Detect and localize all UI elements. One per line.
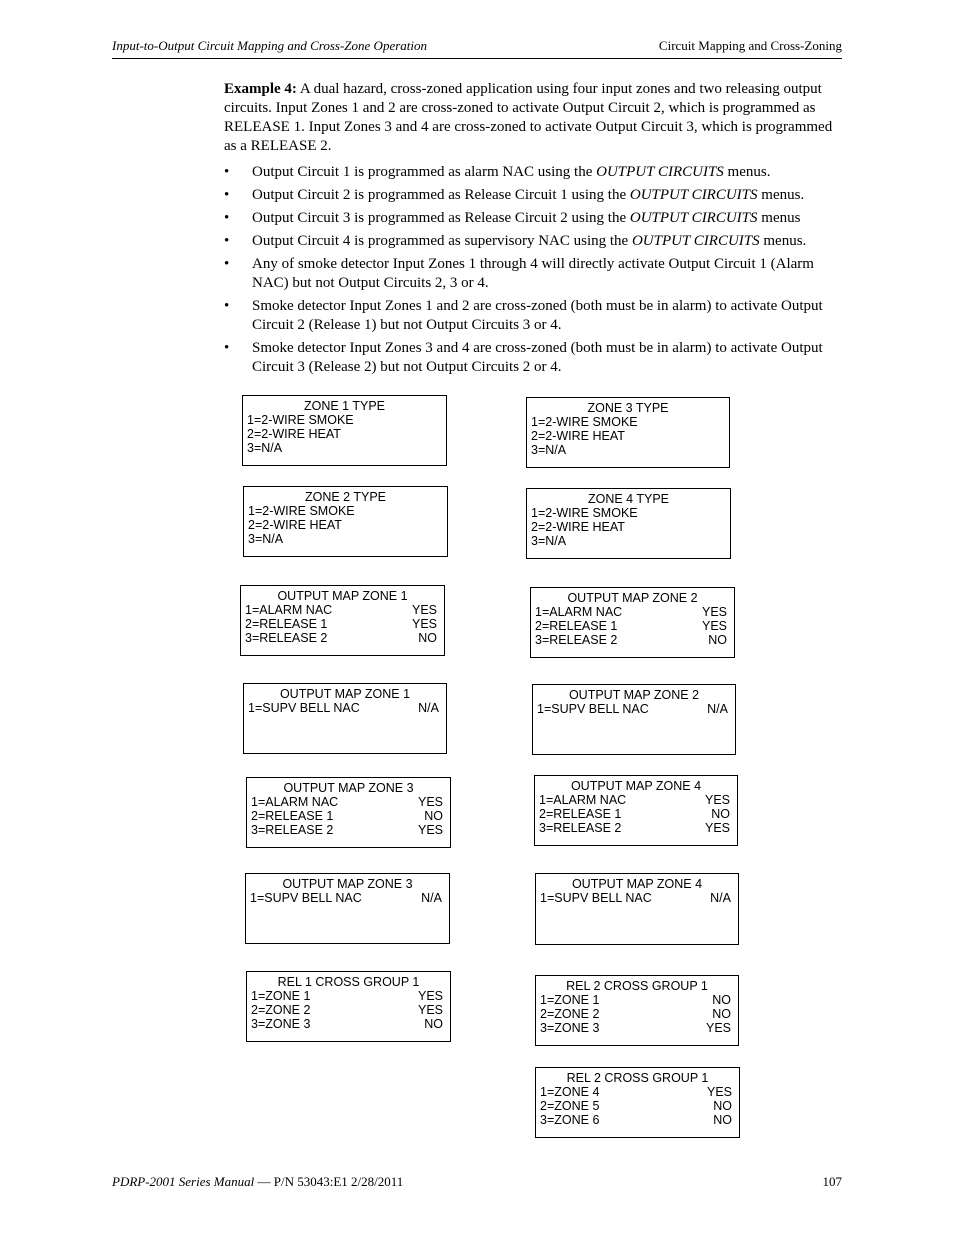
screen-row: 3=ZONE 3 NO xyxy=(251,1017,443,1031)
bullet-marker: • xyxy=(224,164,230,180)
screen-row: 1=ZONE 4 YES xyxy=(540,1085,732,1099)
screen-row: 1=SUPV BELL NAC N/A xyxy=(250,891,442,905)
screen-output-map-zone-1 xyxy=(240,585,445,656)
example-label: Example 4: xyxy=(224,81,297,97)
screen-title: OUTPUT MAP ZONE 2 xyxy=(568,688,700,702)
screen-output-map-zone-4 xyxy=(534,775,738,846)
screen-output-map-zone-3-supv xyxy=(245,873,450,944)
bullet-item: • Any of smoke detector Input Zones 1 through 4 will directly activate Output Circuit 1 (Alarm NAC) but not Output Circuits 2, 3 or 4. xyxy=(224,256,814,291)
screen-row: 1=2-WIRE SMOKE xyxy=(248,504,355,518)
screen-title: OUTPUT MAP ZONE 4 xyxy=(570,779,702,793)
running-header-left: Input-to-Output Circuit Mapping and Cross-Zone Operation xyxy=(112,38,428,53)
screen-row: 1=SUPV BELL NAC N/A xyxy=(540,891,731,905)
bullet-marker: • xyxy=(224,187,230,203)
footer-manual-info: PDRP-2001 Series Manual — P/N 53043:E1 2/28/2011 xyxy=(112,1174,404,1189)
example-paragraph xyxy=(224,80,842,156)
screen-title: OUTPUT MAP ZONE 2 xyxy=(567,591,698,605)
screen-row: 3=N/A xyxy=(531,443,567,457)
screen-title: REL 2 CROSS GROUP 1 xyxy=(566,979,708,993)
screen-row: 3=N/A xyxy=(248,532,284,546)
bullet-item: • Output Circuit 4 is programmed as supervisory NAC using the OUTPUT CIRCUITS menus. xyxy=(224,233,807,249)
screen-row: 1=SUPV BELL NAC N/A xyxy=(248,701,439,715)
header-rule xyxy=(112,58,842,59)
screen-rel-2-cross-group-1-a xyxy=(535,975,739,1046)
bullet-item: • Output Circuit 3 is programmed as Release Circuit 2 using the OUTPUT CIRCUITS menus xyxy=(224,210,801,226)
screen-row: 2=RELEASE 1 NO xyxy=(539,807,730,821)
bullet-item: • Output Circuit 2 is programmed as Release Circuit 1 using the OUTPUT CIRCUITS menus. xyxy=(224,187,805,203)
screen-row: 3=RELEASE 2 YES xyxy=(251,823,443,837)
screen-row: 2=RELEASE 1 YES xyxy=(535,619,727,633)
screen-row: 3=ZONE 6 NO xyxy=(540,1113,732,1127)
screen-row: 2=ZONE 5 NO xyxy=(540,1099,732,1113)
screen-title: OUTPUT MAP ZONE 4 xyxy=(571,877,703,891)
screen-row: 1=ALARM NAC YES xyxy=(251,795,443,809)
screen-rel-1-cross-group-1 xyxy=(246,971,451,1042)
screen-row: 2=ZONE 2 NO xyxy=(540,1007,731,1021)
screen-output-map-zone-2 xyxy=(530,587,735,658)
screen-row: 2=2-WIRE HEAT xyxy=(248,518,342,532)
screen-title: OUTPUT MAP ZONE 3 xyxy=(283,781,414,795)
screen-title: REL 2 CROSS GROUP 1 xyxy=(566,1071,709,1085)
screen-row: 1=ALARM NAC YES xyxy=(535,605,727,619)
screen-title: ZONE 1 TYPE xyxy=(303,399,386,413)
screen-row: 3=N/A xyxy=(531,534,567,548)
footer-manual-title: PDRP-2001 Series Manual xyxy=(112,1174,255,1189)
screen-title: OUTPUT MAP ZONE 1 xyxy=(279,687,411,701)
footer-part-number: P/N 53043:E1 2/28/2011 xyxy=(273,1174,404,1189)
screen-row: 3=ZONE 3 YES xyxy=(540,1021,731,1035)
screen-row: 3=RELEASE 2 NO xyxy=(245,631,437,645)
screen-output-map-zone-3 xyxy=(246,777,451,848)
bullet-list xyxy=(224,163,842,381)
screen-title: ZONE 4 TYPE xyxy=(587,492,670,506)
running-header-right: Circuit Mapping and Cross-Zoning xyxy=(658,38,842,53)
screen-row: 1=ZONE 1 YES xyxy=(251,989,443,1003)
screen-row: 2=ZONE 2 YES xyxy=(251,1003,443,1017)
bullet-item: • Output Circuit 1 is programmed as alarm NAC using the OUTPUT CIRCUITS menus. xyxy=(224,164,771,180)
screen-title: OUTPUT MAP ZONE 1 xyxy=(277,589,408,603)
screen-output-map-zone-4-supv xyxy=(535,873,739,945)
screen-zone-1-type xyxy=(242,395,447,466)
screen-row: 3=RELEASE 2 YES xyxy=(539,821,730,835)
screen-row: 2=RELEASE 1 YES xyxy=(245,617,437,631)
screen-row: 1=SUPV BELL NAC N/A xyxy=(537,702,728,716)
screen-zone-3-type xyxy=(526,397,730,468)
screen-row: 2=2-WIRE HEAT xyxy=(531,429,625,443)
bullet-marker: • xyxy=(224,340,230,356)
screen-row: 3=RELEASE 2 NO xyxy=(535,633,727,647)
bullet-marker: • xyxy=(224,298,230,314)
screen-row: 1=ALARM NAC YES xyxy=(539,793,730,807)
bullet-item: • Smoke detector Input Zones 3 and 4 are cross-zoned (both must be in alarm) to activate Output Circuit 3 (Release 2) but not Output Circuits 2 or 4. xyxy=(224,340,823,375)
screen-row: 2=2-WIRE HEAT xyxy=(531,520,625,534)
screen-row: 1=2-WIRE SMOKE xyxy=(531,506,638,520)
screen-row: 1=ALARM NAC YES xyxy=(245,603,437,617)
bullet-marker: • xyxy=(224,256,230,272)
screen-zone-2-type xyxy=(243,486,448,557)
screen-row: 3=N/A xyxy=(247,441,283,455)
screen-zone-4-type xyxy=(526,488,731,559)
bullet-marker: • xyxy=(224,233,230,249)
screen-title: ZONE 2 TYPE xyxy=(304,490,387,504)
screen-row: 2=2-WIRE HEAT xyxy=(247,427,341,441)
bullet-item: • Smoke detector Input Zones 1 and 2 are cross-zoned (both must be in alarm) to activate Output Circuit 2 (Release 1) but not Output Circuits 3 or 4. xyxy=(224,298,823,333)
screen-title: REL 1 CROSS GROUP 1 xyxy=(277,975,420,989)
screen-row: 2=RELEASE 1 NO xyxy=(251,809,443,823)
screen-output-map-zone-2-supv xyxy=(532,684,736,755)
screen-output-map-zone-1-supv xyxy=(243,683,447,754)
screen-row: 1=2-WIRE SMOKE xyxy=(531,415,638,429)
example-text: A dual hazard, cross-zoned application using four input zones and two releasing output circuits. Input Zones 1 and 2 are cross-zoned to activate Output Circuit 2, which is programmed as RELEASE 1. Input Zones 3 and 4 are cross-zoned to activate Output Circuit 3, which is programmed as a RELEASE 2. xyxy=(224,81,833,154)
screen-title: OUTPUT MAP ZONE 3 xyxy=(282,877,413,891)
screen-row: 1=ZONE 1 NO xyxy=(540,993,731,1007)
screen-rel-2-cross-group-1-b xyxy=(535,1067,740,1138)
bullet-marker: • xyxy=(224,210,230,226)
page-number: 107 xyxy=(822,1174,842,1189)
screen-row: 1=2-WIRE SMOKE xyxy=(247,413,354,427)
screen-title: ZONE 3 TYPE xyxy=(587,401,669,415)
